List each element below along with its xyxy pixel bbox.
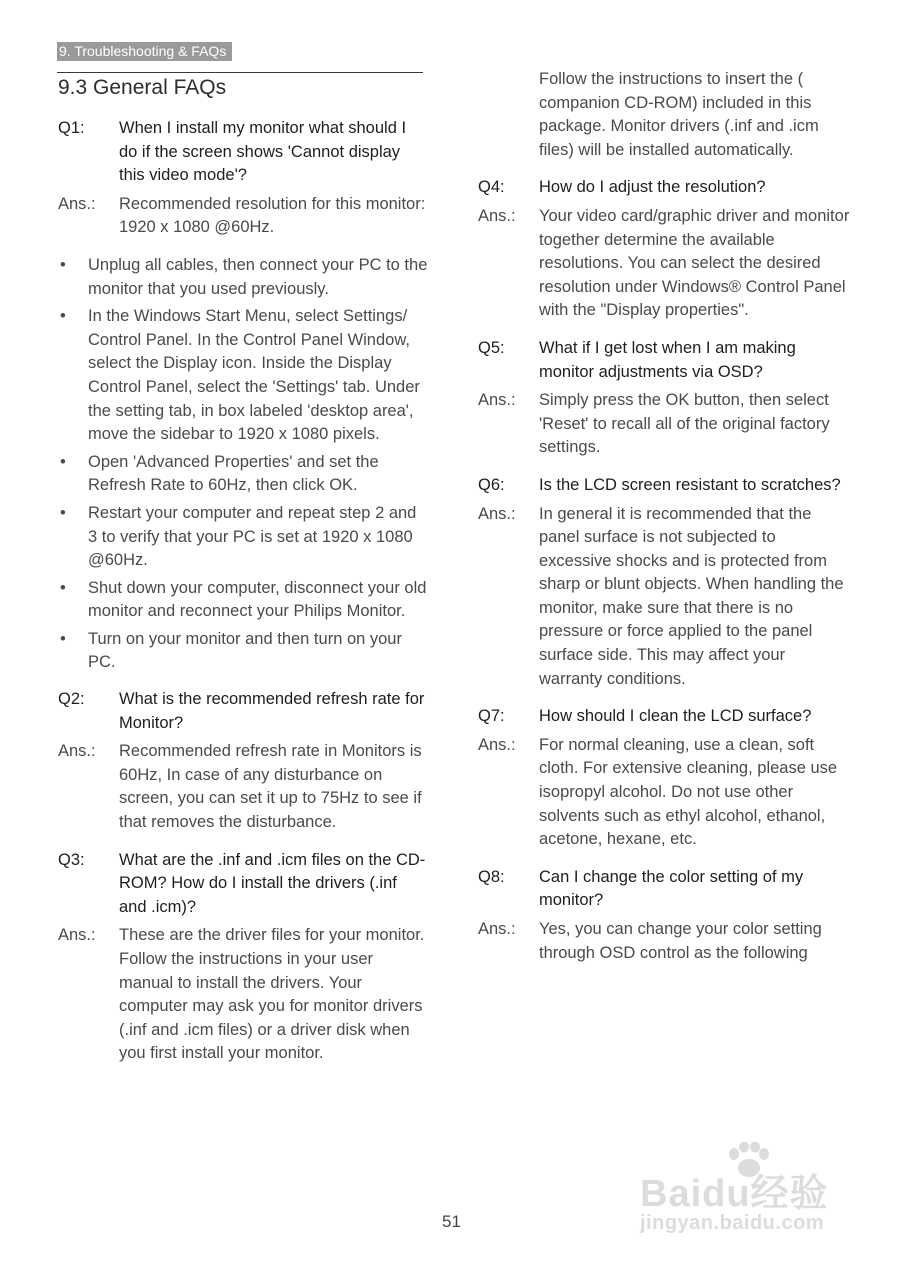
q4-ans-text: Your video card/graphic driver and monitor together determine the available resolutions. You can select the desired resolution under Windows® Control Panel with the "Display properties".	[539, 206, 850, 320]
section-tag: 9. Troubleshooting & FAQs	[57, 42, 232, 61]
watermark-url: jingyan.baidu.com	[640, 1212, 825, 1234]
faq-q1-question	[58, 117, 428, 188]
section-heading: 9.3 General FAQs	[58, 76, 227, 99]
right-column	[478, 68, 850, 979]
q6-ans-label: Ans.:	[478, 504, 516, 523]
q8-ans-label: Ans.:	[478, 920, 516, 938]
left-column	[58, 117, 428, 1080]
q4-ans-label: Ans.:	[478, 206, 516, 225]
troubleshoot-steps-list	[58, 254, 428, 675]
bullet-icon: •	[60, 255, 66, 274]
bullet-icon: •	[60, 307, 66, 326]
q1-label: Q1:	[58, 119, 85, 137]
page-number: 51	[442, 1212, 461, 1231]
q5-ans-label: Ans.:	[478, 391, 516, 410]
faq-q6-question	[478, 474, 850, 498]
faq-q8-answer	[478, 918, 850, 965]
q7-ans-label: Ans.:	[478, 735, 516, 754]
q2-ans-text: Recommended refresh rate in Monitors is 60Hz, In case of any disturbance on screen, you can set it up to 75Hz to see if that removes the disturbance.	[119, 742, 422, 832]
faq-q8-question	[478, 866, 850, 913]
q3-answer-continuation	[478, 68, 850, 162]
q7-label: Q7:	[478, 707, 505, 726]
faq-q7-question	[478, 705, 850, 729]
q1-text: When I install my monitor what should I do if the screen shows 'Cannot display this video mode'?	[119, 119, 407, 185]
continuation-text: Follow the instructions to insert the ( companion CD-ROM) included in this package. Monitor drivers (.inf and .icm files) will be installed automatically.	[539, 70, 819, 159]
q8-label: Q8:	[478, 867, 505, 886]
q1-ans-text: Recommended resolution for this monitor: 1920 x 1080 @60Hz.	[119, 194, 426, 237]
q4-label: Q4:	[478, 178, 505, 197]
bullet-icon: •	[60, 629, 66, 648]
q1-ans-label: Ans.:	[58, 194, 96, 213]
list-item	[58, 305, 428, 447]
q3-label: Q3:	[58, 850, 85, 869]
q5-ans-text: Simply press the OK button, then select 'Reset' to recall all of the original factory settings.	[539, 391, 830, 457]
faq-q5-question	[478, 337, 850, 384]
q3-ans-text: These are the driver files for your monitor. Follow the instructions in your user manual to install the drivers. Your computer may ask you for monitor drivers (.inf and .icm files) or a driver disk when you first install your monitor.	[119, 926, 425, 1063]
baidu-watermark	[640, 1142, 880, 1252]
q4-text: How do I adjust the resolution?	[539, 178, 766, 197]
list-item-text: In the Windows Start Menu, select Settings/ Control Panel. In the Control Panel Window, select the Display icon. Inside the Display Control Panel, select the 'Settings' tab. Under the setting tab, in box labeled 'desktop area', move the sidebar to 1920 x 1080 pixels.	[88, 307, 420, 444]
q5-label: Q5:	[478, 338, 505, 357]
q8-ans-text: Yes, you can change your color setting through OSD control as the following	[539, 920, 822, 962]
q7-ans-text: For normal cleaning, use a clean, soft cloth. For extensive cleaning, please use isopropyl alcohol. Do not use other solvents such as ethyl alcohol, ethanol, acetone, hexane, etc.	[539, 735, 838, 849]
watermark-logo: Baidu经验	[640, 1173, 829, 1215]
continuation-indent	[478, 68, 539, 162]
q2-text: What is the recommended refresh rate for Monitor?	[119, 690, 425, 732]
q2-label: Q2:	[58, 690, 85, 709]
faq-q7-answer	[478, 734, 850, 852]
list-item	[58, 577, 428, 624]
q5-text: What if I get lost when I am making monitor adjustments via OSD?	[539, 338, 796, 381]
list-item-text: Turn on your monitor and then turn on your PC.	[88, 629, 402, 672]
list-item	[58, 628, 428, 675]
faq-q4-answer	[478, 205, 850, 323]
faq-q2-answer	[58, 740, 428, 834]
faq-q3-answer	[58, 924, 428, 1066]
list-item-text: Restart your computer and repeat step 2 and 3 to verify that your PC is set at 1920 x 1080 @60Hz.	[88, 503, 417, 570]
list-item	[58, 502, 428, 573]
list-item	[58, 254, 428, 301]
q7-text: How should I clean the LCD surface?	[539, 707, 812, 726]
bullet-icon: •	[60, 578, 66, 597]
list-item-text: Shut down your computer, disconnect your old monitor and reconnect your Philips Monitor.	[88, 578, 427, 621]
q6-ans-text: In general it is recommended that the panel surface is not subjected to excessive shocks and is protected from sharp or blunt objects. When handling the monitor, make sure that there is no pressure or force applied to the panel surface side. This may affect your warranty conditions.	[539, 504, 844, 688]
faq-q5-answer	[478, 389, 850, 460]
list-item-text: Open 'Advanced Properties' and set the Refresh Rate to 60Hz, then click OK.	[88, 452, 379, 495]
bullet-icon: •	[60, 503, 66, 522]
q2-ans-label: Ans.:	[58, 742, 96, 761]
heading-rule	[57, 72, 423, 73]
q6-text: Is the LCD screen resistant to scratches?	[539, 475, 841, 494]
faq-q2-question	[58, 688, 428, 735]
faq-q4-question	[478, 176, 850, 200]
list-item-text: Unplug all cables, then connect your PC to the monitor that you used previously.	[88, 255, 428, 298]
q3-text: What are the .inf and .icm files on the CD-ROM? How do I install the drivers (.inf and .icm)?	[119, 850, 426, 916]
faq-q1-answer	[58, 193, 428, 240]
list-item	[58, 451, 428, 498]
q3-ans-label: Ans.:	[58, 926, 96, 945]
faq-q3-question	[58, 849, 428, 920]
faq-q6-answer	[478, 503, 850, 692]
q6-label: Q6:	[478, 475, 505, 494]
q8-text: Can I change the color setting of my monitor?	[539, 867, 804, 910]
bullet-icon: •	[60, 452, 66, 471]
